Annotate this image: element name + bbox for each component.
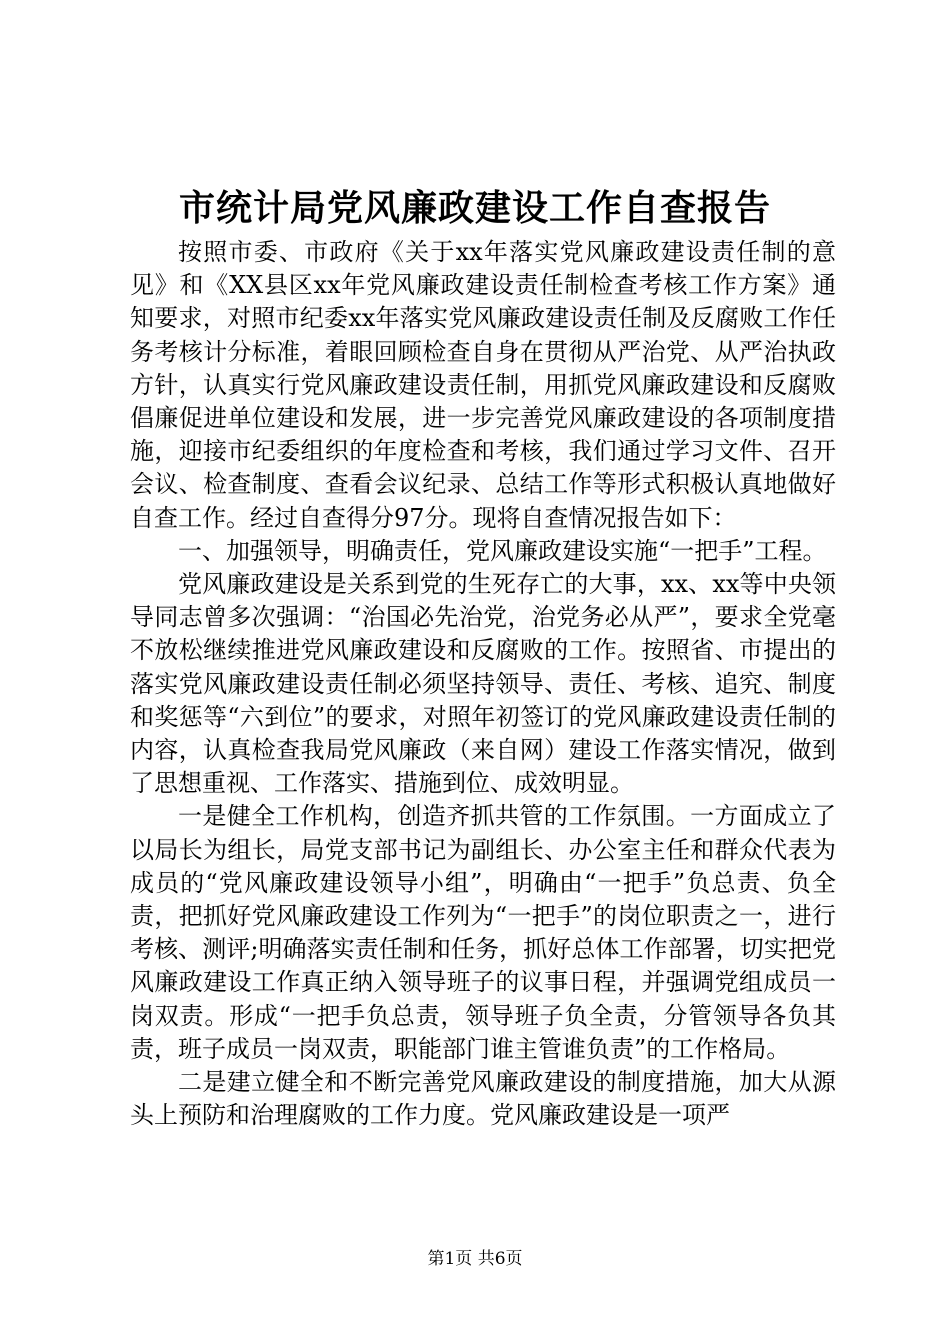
paragraph: 一是健全工作机构，创造齐抓共管的工作氛围。一方面成立了以局长为组长，局党支部书记为副组长、办公室主任和群众代表为成员的“党风廉政建设领导小组”，明确由“一把手”负总责、负全责，把抓好党风廉政建设工作列为“一把手”的岗位职责之一，进行考核、测评;明确落实责任制和任务，抓好总体工作部署，切实把党风廉政建设工作真正纳入领导班子的议事日程，并强调党组成员一岗双责。形成“一把手负总责，领导班子负全责，分管领导各负其责，班子成员一岗双责，职能部门谁主管谁负责”的工作格局。 xyxy=(130,802,836,1063)
paragraph: 一、加强领导，明确责任，党风廉政建设实施“一把手”工程。 xyxy=(178,536,827,565)
paragraph: 二是建立健全和不断完善党风廉政建设的制度措施，加大从源头上预防和治理腐败的工作力度。党风廉政建设是一项严 xyxy=(130,1068,836,1130)
document-title: 市统计局党风廉政建设工作自查报告 xyxy=(178,187,771,229)
page-footer: 第1页 共6页 xyxy=(427,1249,523,1269)
document-body xyxy=(130,236,836,1132)
paragraph: 党风廉政建设是关系到党的生死存亡的大事，xx、xx等中央领导同志曾多次强调：“治国必先治党，治党务必从严”，要求全党毫不放松继续推进党风廉政建设和反腐败的工作。按照省、市提出的落实党风廉政建设责任制必须坚持领导、责任、考核、追究、制度和奖惩等“六到位”的要求，对照年初签订的党风廉政建设责任制的内容，认真检查我局党风廉政（来自网）建设工作落实情况，做到了思想重视、工作落实、措施到位、成效明显。 xyxy=(130,570,836,798)
paragraph: 按照市委、市政府《关于xx年落实党风廉政建设责任制的意见》和《XX县区xx年党风廉政建设责任制检查考核工作方案》通知要求，对照市纪委xx年落实党风廉政建设责任制及反腐败工作任务考核计分标准，着眼回顾检查自身在贯彻从严治党、从严治执政方针，认真实行党风廉政建设责任制，用抓党风廉政建设和反腐败倡廉促进单位建设和发展，进一步完善党风廉政建设的各项制度措施，迎接市纪委组织的年度检查和考核，我们通过学习文件、召开会议、检查制度、查看会议纪录、总结工作等形式积极认真地做好自查工作。经过自查得分97分。现将自查情况报告如下： xyxy=(130,238,836,532)
